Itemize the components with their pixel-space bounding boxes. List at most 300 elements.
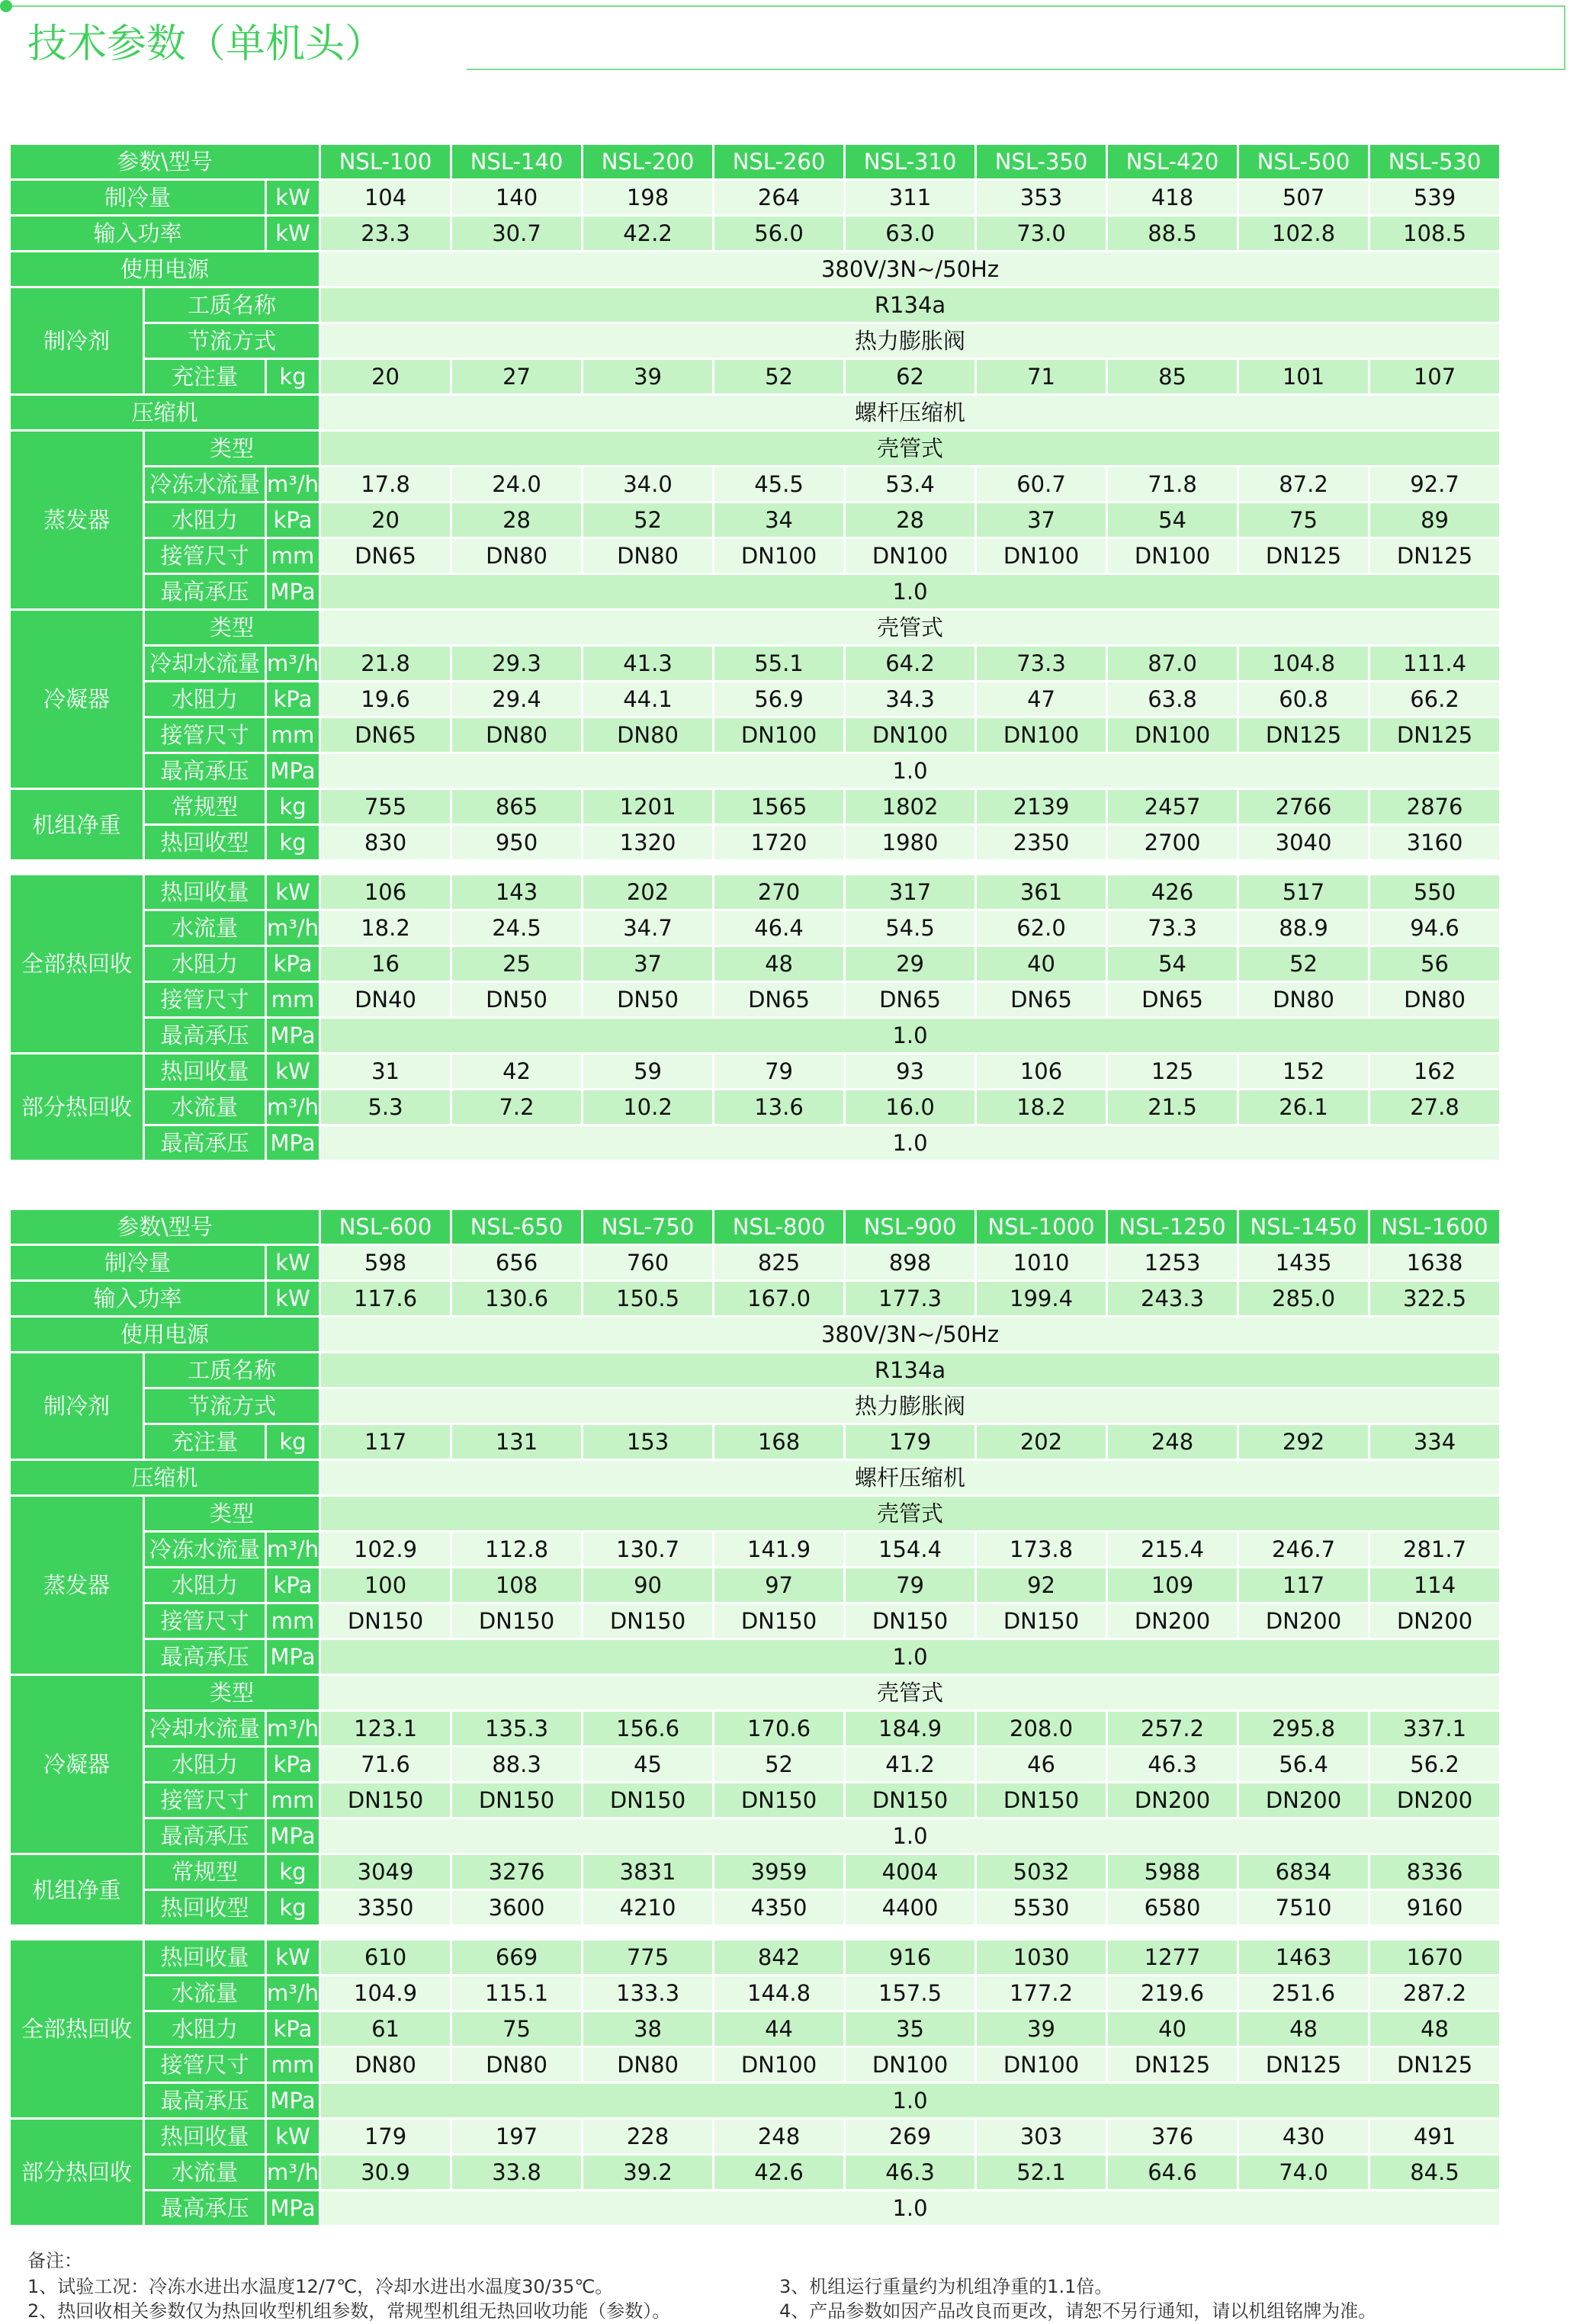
- row-label: 冷却水流量: [145, 647, 267, 682]
- full-hr-capacity-value: 1030: [977, 1940, 1108, 1976]
- common-value: 壳管式: [321, 432, 1501, 467]
- unit-label: kg: [267, 790, 321, 826]
- part-hr-capacity-value: 152: [1239, 1054, 1370, 1090]
- note-item: 2、热回收相关参数仅为热回收型机组参数，常规型机组无热回收功能（参数）。: [27, 2300, 671, 2322]
- cond-resist-value: 19.6: [321, 682, 452, 718]
- charge-value: 62: [846, 360, 977, 396]
- cond-flow-value: 104.8: [1239, 647, 1370, 682]
- table-row: [11, 1855, 1501, 1891]
- full-hr-capacity-value: 270: [714, 875, 846, 911]
- part-hr-capacity-value: 106: [977, 1054, 1108, 1090]
- table-row: [11, 911, 1501, 947]
- cond-flow-value: 21.8: [321, 647, 452, 682]
- table-header-row: [11, 145, 1501, 181]
- table-row: [11, 539, 1501, 575]
- input-power-value: 150.5: [583, 1282, 714, 1318]
- section-label: 制冷剂: [11, 1353, 145, 1461]
- evap-pipe-value: DN150: [977, 1604, 1108, 1640]
- full-hr-pipe-value: DN80: [321, 2048, 452, 2084]
- unit-label: kPa: [267, 682, 321, 718]
- common-value: 热力膨胀阀: [321, 1389, 1501, 1425]
- cond-pipe-value: DN150: [321, 1783, 452, 1819]
- part-hr-capacity-value: 491: [1370, 2120, 1501, 2155]
- table-row: [11, 1353, 1501, 1389]
- full-hr-resist-value: 48: [1370, 2012, 1501, 2048]
- unit-label: mm: [267, 539, 321, 575]
- row-label: 水阻力: [145, 1568, 267, 1604]
- full-hr-flow-value: 251.6: [1239, 1976, 1370, 2012]
- full-hr-pipe-value: DN125: [1108, 2048, 1239, 2084]
- evap-flow-value: 24.0: [452, 467, 583, 503]
- unit-label: m³/h: [267, 1090, 321, 1126]
- evap-resist-value: 52: [583, 503, 714, 539]
- part-hr-flow-value: 46.3: [846, 2155, 977, 2191]
- weight-hr-value: 830: [321, 826, 452, 862]
- table-row: [11, 288, 1501, 324]
- unit-label: kPa: [267, 2012, 321, 2048]
- full-hr-flow-value: 18.2: [321, 911, 452, 947]
- table-row: [11, 1090, 1501, 1126]
- unit-label: MPa: [267, 1819, 321, 1855]
- input-power-value: 56.0: [714, 217, 846, 252]
- part-hr-flow-value: 26.1: [1239, 1090, 1370, 1126]
- evap-resist-value: 20: [321, 503, 452, 539]
- unit-label: kW: [267, 875, 321, 911]
- weight-hr-value: 3160: [1370, 826, 1501, 862]
- unit-label: kW: [267, 217, 321, 252]
- evap-pipe-value: DN100: [977, 539, 1108, 575]
- unit-label: m³/h: [267, 467, 321, 503]
- cooling-capacity-value: 1253: [1108, 1246, 1239, 1282]
- weight-std-value: 3276: [452, 1855, 583, 1891]
- cooling-capacity-value: 1638: [1370, 1246, 1501, 1282]
- table-row: [11, 718, 1501, 754]
- table-row: [11, 1783, 1501, 1819]
- table-row: [11, 875, 1501, 911]
- param-model-header: 参数\型号: [11, 1210, 321, 1246]
- unit-label: kg: [267, 1855, 321, 1891]
- common-value: 1.0: [321, 1640, 1501, 1676]
- row-label: 热回收型: [145, 826, 267, 862]
- weight-std-value: 3959: [714, 1855, 846, 1891]
- evap-resist-value: 92: [977, 1568, 1108, 1604]
- weight-std-value: 2457: [1108, 790, 1239, 826]
- cond-resist-value: 60.8: [1239, 682, 1370, 718]
- common-value: R134a: [321, 1353, 1501, 1389]
- input-power-value: 88.5: [1108, 217, 1239, 252]
- row-label: 最高承压: [145, 575, 267, 611]
- common-value: 螺杆压缩机: [321, 1461, 1501, 1497]
- common-value: 螺杆压缩机: [321, 396, 1501, 432]
- cooling-capacity-value: 898: [846, 1246, 977, 1282]
- evap-pipe-value: DN100: [1108, 539, 1239, 575]
- table-row: [11, 467, 1501, 503]
- weight-hr-value: 3040: [1239, 826, 1370, 862]
- header-underline: [467, 69, 1565, 70]
- weight-std-value: 3831: [583, 1855, 714, 1891]
- full-hr-capacity-value: 1670: [1370, 1940, 1501, 1976]
- table-row: [11, 1389, 1501, 1425]
- full-hr-flow-value: 133.3: [583, 1976, 714, 2012]
- unit-label: kW: [267, 2120, 321, 2155]
- weight-std-value: 2139: [977, 790, 1108, 826]
- unit-label: m³/h: [267, 647, 321, 682]
- full-hr-flow-value: 46.4: [714, 911, 846, 947]
- cond-flow-value: 208.0: [977, 1712, 1108, 1748]
- common-value: 1.0: [321, 1126, 1501, 1162]
- row-label: 冷冻水流量: [145, 1533, 267, 1568]
- weight-std-value: 1565: [714, 790, 846, 826]
- cond-pipe-value: DN80: [452, 718, 583, 754]
- model-header: NSL-900: [846, 1210, 977, 1246]
- common-value: 1.0: [321, 1819, 1501, 1855]
- full-hr-capacity-value: 1277: [1108, 1940, 1239, 1976]
- model-header: NSL-750: [583, 1210, 714, 1246]
- row-label: 水流量: [145, 911, 267, 947]
- cond-pipe-value: DN65: [321, 718, 452, 754]
- note-item: 1、试验工况：冷冻水进出水温度12/7℃，冷却水进出水温度30/35℃。: [27, 2276, 614, 2297]
- input-power-value: 177.3: [846, 1282, 977, 1318]
- cond-resist-value: 88.3: [452, 1748, 583, 1783]
- evap-flow-value: 130.7: [583, 1533, 714, 1568]
- full-hr-flow-value: 34.7: [583, 911, 714, 947]
- full-hr-pipe-value: DN100: [977, 2048, 1108, 2084]
- cooling-capacity-value: 264: [714, 181, 846, 217]
- part-hr-flow-value: 13.6: [714, 1090, 846, 1126]
- evap-flow-value: 173.8: [977, 1533, 1108, 1568]
- row-label: 接管尺寸: [145, 1783, 267, 1819]
- charge-value: 131: [452, 1425, 583, 1461]
- row-label: 常规型: [145, 1855, 267, 1891]
- row-label: 输入功率: [11, 217, 267, 252]
- cond-resist-value: 34.3: [846, 682, 977, 718]
- full-hr-resist-value: 52: [1239, 947, 1370, 983]
- weight-std-value: 8336: [1370, 1855, 1501, 1891]
- full-hr-resist-value: 16: [321, 947, 452, 983]
- cond-flow-value: 55.1: [714, 647, 846, 682]
- full-hr-resist-value: 48: [1239, 2012, 1370, 2048]
- table-row: [11, 432, 1501, 467]
- weight-hr-value: 2700: [1108, 826, 1239, 862]
- table-row: [11, 754, 1501, 790]
- table-row: [11, 2048, 1501, 2084]
- table-row: [11, 217, 1501, 252]
- full-hr-capacity-value: 842: [714, 1940, 846, 1976]
- row-label: 水流量: [145, 1976, 267, 2012]
- unit-label: MPa: [267, 575, 321, 611]
- unit-label: mm: [267, 1604, 321, 1640]
- table-row: [11, 1126, 1501, 1162]
- part-hr-capacity-value: 197: [452, 2120, 583, 2155]
- evap-resist-value: 75: [1239, 503, 1370, 539]
- cond-resist-value: 44.1: [583, 682, 714, 718]
- table-row: [11, 396, 1501, 432]
- table-row: [11, 360, 1501, 396]
- model-header: NSL-200: [583, 145, 714, 181]
- weight-hr-value: 6580: [1108, 1891, 1239, 1927]
- evap-flow-value: 71.8: [1108, 467, 1239, 503]
- part-hr-flow-value: 33.8: [452, 2155, 583, 2191]
- evap-resist-value: 37: [977, 503, 1108, 539]
- row-label: 工质名称: [145, 288, 321, 324]
- row-label: 类型: [145, 611, 321, 647]
- cond-flow-value: 295.8: [1239, 1712, 1370, 1748]
- cond-flow-value: 184.9: [846, 1712, 977, 1748]
- table-row: [11, 1425, 1501, 1461]
- model-header: NSL-650: [452, 1210, 583, 1246]
- section-label: 全部热回收: [11, 875, 145, 1054]
- section-label: 机组净重: [11, 790, 145, 862]
- evap-flow-value: 17.8: [321, 467, 452, 503]
- table-row: [11, 2084, 1501, 2120]
- cond-flow-value: 135.3: [452, 1712, 583, 1748]
- cond-resist-value: 56.9: [714, 682, 846, 718]
- evap-resist-value: 108: [452, 1568, 583, 1604]
- part-hr-flow-value: 27.8: [1370, 1090, 1501, 1126]
- full-hr-resist-value: 40: [1108, 2012, 1239, 2048]
- evap-pipe-value: DN150: [846, 1604, 977, 1640]
- part-hr-flow-value: 16.0: [846, 1090, 977, 1126]
- common-value: 1.0: [321, 754, 1501, 790]
- row-label: 接管尺寸: [145, 718, 267, 754]
- full-hr-pipe-value: DN65: [977, 983, 1108, 1019]
- table-row: [11, 1748, 1501, 1783]
- charge-value: 292: [1239, 1425, 1370, 1461]
- common-value: 1.0: [321, 2084, 1501, 2120]
- full-hr-flow-value: 88.9: [1239, 911, 1370, 947]
- full-hr-resist-value: 29: [846, 947, 977, 983]
- charge-value: 334: [1370, 1425, 1501, 1461]
- full-hr-capacity-value: 106: [321, 875, 452, 911]
- model-header: NSL-100: [321, 145, 452, 181]
- row-label: 节流方式: [145, 324, 321, 360]
- table-row: [11, 1282, 1501, 1318]
- evap-resist-value: 117: [1239, 1568, 1370, 1604]
- cond-pipe-value: DN100: [1108, 718, 1239, 754]
- row-label: 接管尺寸: [145, 983, 267, 1019]
- model-header: NSL-260: [714, 145, 846, 181]
- unit-label: kPa: [267, 1748, 321, 1783]
- weight-hr-value: 1320: [583, 826, 714, 862]
- unit-label: kPa: [267, 1568, 321, 1604]
- table-row: [11, 1676, 1501, 1712]
- charge-value: 20: [321, 360, 452, 396]
- unit-label: kPa: [267, 503, 321, 539]
- evap-flow-value: 53.4: [846, 467, 977, 503]
- row-label: 制冷量: [11, 1246, 267, 1282]
- full-hr-pipe-value: DN40: [321, 983, 452, 1019]
- unit-label: mm: [267, 983, 321, 1019]
- table-row: [11, 1533, 1501, 1568]
- cond-flow-value: 337.1: [1370, 1712, 1501, 1748]
- cooling-capacity-value: 140: [452, 181, 583, 217]
- row-label: 水阻力: [145, 2012, 267, 2048]
- evap-pipe-value: DN200: [1108, 1604, 1239, 1640]
- row-label: 制冷量: [11, 181, 267, 217]
- model-header: NSL-310: [846, 145, 977, 181]
- row-label: 最高承压: [145, 1640, 267, 1676]
- full-hr-pipe-value: DN50: [452, 983, 583, 1019]
- part-hr-flow-value: 18.2: [977, 1090, 1108, 1126]
- part-hr-flow-value: 74.0: [1239, 2155, 1370, 2191]
- weight-hr-value: 4400: [846, 1891, 977, 1927]
- row-label: 最高承压: [145, 2191, 267, 2227]
- evap-resist-value: 28: [846, 503, 977, 539]
- evap-resist-value: 109: [1108, 1568, 1239, 1604]
- unit-label: m³/h: [267, 1712, 321, 1748]
- weight-std-value: 5988: [1108, 1855, 1239, 1891]
- model-header: NSL-600: [321, 1210, 452, 1246]
- full-hr-capacity-value: 317: [846, 875, 977, 911]
- table-header-row: [11, 1210, 1501, 1246]
- cooling-capacity-value: 311: [846, 181, 977, 217]
- charge-value: 101: [1239, 360, 1370, 396]
- cond-pipe-value: DN100: [977, 718, 1108, 754]
- unit-label: kg: [267, 1425, 321, 1461]
- table-row: [11, 1976, 1501, 2012]
- full-hr-flow-value: 62.0: [977, 911, 1108, 947]
- evap-flow-value: 112.8: [452, 1533, 583, 1568]
- row-label: 压缩机: [11, 1461, 321, 1497]
- unit-label: kg: [267, 1891, 321, 1927]
- full-hr-flow-value: 287.2: [1370, 1976, 1501, 2012]
- input-power-value: 42.2: [583, 217, 714, 252]
- section-label: 冷凝器: [11, 611, 145, 790]
- cond-pipe-value: DN150: [977, 1783, 1108, 1819]
- row-label: 最高承压: [145, 754, 267, 790]
- part-hr-capacity-value: 42: [452, 1054, 583, 1090]
- cond-pipe-value: DN150: [452, 1783, 583, 1819]
- input-power-value: 117.6: [321, 1282, 452, 1318]
- full-hr-pipe-value: DN80: [1239, 983, 1370, 1019]
- row-label: 节流方式: [145, 1389, 321, 1425]
- table-row: [11, 1019, 1501, 1054]
- table-row: [11, 575, 1501, 611]
- evap-resist-value: 28: [452, 503, 583, 539]
- table-row: [11, 947, 1501, 983]
- weight-hr-value: 3350: [321, 1891, 452, 1927]
- evap-resist-value: 34: [714, 503, 846, 539]
- cond-pipe-value: DN150: [846, 1783, 977, 1819]
- full-hr-capacity-value: 610: [321, 1940, 452, 1976]
- table-row: [11, 2120, 1501, 2155]
- cond-resist-value: 46.3: [1108, 1748, 1239, 1783]
- evap-pipe-value: DN150: [583, 1604, 714, 1640]
- evap-pipe-value: DN200: [1239, 1604, 1370, 1640]
- cond-pipe-value: DN200: [1370, 1783, 1501, 1819]
- part-hr-flow-value: 21.5: [1108, 1090, 1239, 1126]
- cooling-capacity-value: 353: [977, 181, 1108, 217]
- table-row: [11, 503, 1501, 539]
- unit-label: kW: [267, 1282, 321, 1318]
- evap-pipe-value: DN80: [452, 539, 583, 575]
- section-label: 全部热回收: [11, 1940, 145, 2120]
- unit-label: kg: [267, 826, 321, 862]
- cooling-capacity-value: 656: [452, 1246, 583, 1282]
- evap-pipe-value: DN125: [1370, 539, 1501, 575]
- part-hr-capacity-value: 303: [977, 2120, 1108, 2155]
- evap-pipe-value: DN100: [714, 539, 846, 575]
- full-hr-pipe-value: DN125: [1239, 2048, 1370, 2084]
- section-label: 部分热回收: [11, 2120, 145, 2227]
- part-hr-capacity-value: 228: [583, 2120, 714, 2155]
- weight-std-value: 4004: [846, 1855, 977, 1891]
- row-label: 水阻力: [145, 947, 267, 983]
- weight-hr-value: 5530: [977, 1891, 1108, 1927]
- charge-value: 107: [1370, 360, 1501, 396]
- full-hr-capacity-value: 361: [977, 875, 1108, 911]
- table-row: [11, 611, 1501, 647]
- table-gap: [11, 862, 1501, 875]
- row-label: 常规型: [145, 790, 267, 826]
- full-hr-flow-value: 219.6: [1108, 1976, 1239, 2012]
- weight-hr-value: 2350: [977, 826, 1108, 862]
- row-label: 热回收量: [145, 1054, 267, 1090]
- charge-value: 52: [714, 360, 846, 396]
- full-hr-pipe-value: DN50: [583, 983, 714, 1019]
- part-hr-capacity-value: 248: [714, 2120, 846, 2155]
- table-row: [11, 1604, 1501, 1640]
- weight-hr-value: 1720: [714, 826, 846, 862]
- weight-hr-value: 950: [452, 826, 583, 862]
- unit-label: MPa: [267, 1019, 321, 1054]
- cond-flow-value: 123.1: [321, 1712, 452, 1748]
- weight-std-value: 1802: [846, 790, 977, 826]
- evap-flow-value: 102.9: [321, 1533, 452, 1568]
- common-value: 壳管式: [321, 1676, 1501, 1712]
- row-label: 热回收量: [145, 2120, 267, 2155]
- common-value: 380V/3N~/50Hz: [321, 1318, 1501, 1353]
- table-row: [11, 181, 1501, 217]
- table-row: [11, 682, 1501, 718]
- gap-cell: [11, 862, 1501, 875]
- model-header: NSL-800: [714, 1210, 846, 1246]
- weight-std-value: 755: [321, 790, 452, 826]
- evap-resist-value: 114: [1370, 1568, 1501, 1604]
- model-header: NSL-500: [1239, 145, 1370, 181]
- evap-flow-value: 87.2: [1239, 467, 1370, 503]
- evap-resist-value: 100: [321, 1568, 452, 1604]
- full-hr-flow-value: 24.5: [452, 911, 583, 947]
- part-hr-flow-value: 39.2: [583, 2155, 714, 2191]
- row-label: 热回收型: [145, 1891, 267, 1927]
- unit-label: m³/h: [267, 2155, 321, 2191]
- row-label: 水流量: [145, 2155, 267, 2191]
- charge-value: 39: [583, 360, 714, 396]
- unit-label: m³/h: [267, 1976, 321, 2012]
- weight-hr-value: 3600: [452, 1891, 583, 1927]
- charge-value: 202: [977, 1425, 1108, 1461]
- charge-value: 153: [583, 1425, 714, 1461]
- common-value: 壳管式: [321, 1497, 1501, 1533]
- input-power-value: 108.5: [1370, 217, 1501, 252]
- full-hr-resist-value: 25: [452, 947, 583, 983]
- note-item: 3、机组运行重量约为机组净重的1.1倍。: [779, 2276, 1113, 2297]
- full-hr-resist-value: 56: [1370, 947, 1501, 983]
- table-row: [11, 1054, 1501, 1090]
- part-hr-flow-value: 10.2: [583, 1090, 714, 1126]
- cond-resist-value: 63.8: [1108, 682, 1239, 718]
- full-hr-resist-value: 75: [452, 2012, 583, 2048]
- input-power-value: 130.6: [452, 1282, 583, 1318]
- full-hr-resist-value: 35: [846, 2012, 977, 2048]
- unit-label: mm: [267, 1783, 321, 1819]
- full-hr-flow-value: 115.1: [452, 1976, 583, 2012]
- table-row: [11, 324, 1501, 360]
- cooling-capacity-value: 760: [583, 1246, 714, 1282]
- input-power-value: 102.8: [1239, 217, 1370, 252]
- full-hr-pipe-value: DN65: [846, 983, 977, 1019]
